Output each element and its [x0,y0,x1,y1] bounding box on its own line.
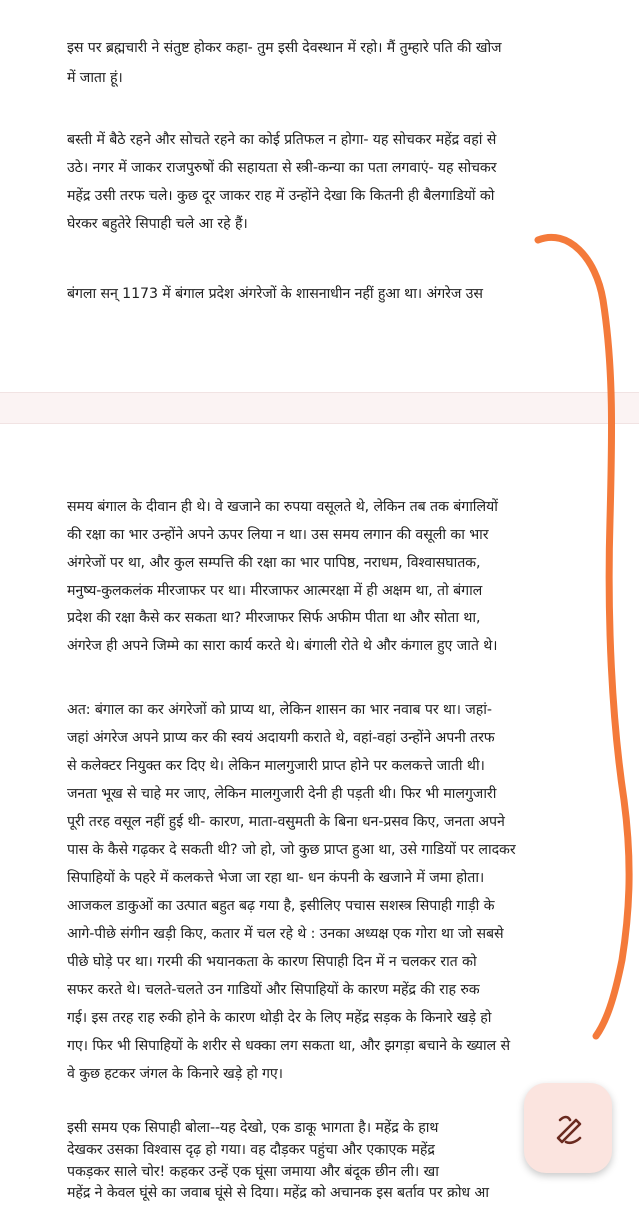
text-line: गई। इस तरह राह रुकी होने के कारण थोड़ी देर के लिए महेंद्र सड़क के किनारे खड़े हो [67,1010,492,1026]
text-line: पूरी तरह वसूल नहीं हुई थी- कारण, माता-वसुमती के बिना धन-प्रसव किए, जनता अपने [67,814,505,830]
text-line: जनता भूख से चाहे मर जाए, लेकिन मालगुजारी देनी ही पड़ती थी। फिर भी मालगुजारी [67,786,497,802]
text-line: अंगरेज ही अपने जिम्मे का सारा कार्य करते थे। बंगाली रोते थे और कंगाल हुए जाते थे। [67,638,498,654]
text-line: जहां अंगरेज अपने प्राप्य कर की स्वयं अदायगी कराते थे, वहां-वहां उन्होंने अपनी तरफ [67,730,495,746]
text-line: उठे। नगर में जाकर राजपुरुषों की सहायता से स्त्री-कन्या का पता लगवाएं- यह सोचकर [67,160,497,176]
text-line: पकड़कर साले चोर! कहकर उन्हें एक घूंसा जमाया और बंदूक छीन ली। खा [67,1164,439,1180]
text-line: पीछे घोड़े पर था। गरमी की भयानकता के कारण सिपाही दिन में न चलकर रात को [67,954,477,970]
text-line: से कलेक्टर नियुक्त कर दिए थे। लेकिन मालगुजारी प्राप्त होने पर कलकत्ते जाती थी। [67,758,485,774]
text-line: देखकर उसका विश्वास दृढ़ हो गया। वह दौड़कर पहुंचा और एकाएक महेंद्र [67,1142,435,1158]
text-line: गए। फिर भी सिपाहियों के शरीर से धक्का लग सकता था, और झगड़ा बचाने के ख्याल से [67,1038,510,1054]
text-line: बस्ती में बैठे रहने और सोचते रहने का कोई प्रतिफल न होगा- यह सोचकर महेंद्र वहां से [67,132,497,148]
text-line: मनुष्य-कुलकलंक मीरजाफर पर था। मीरजाफर आत्मरक्षा में ही अक्षम था, तो बंगाल [67,583,483,599]
text-line: अत: बंगाल का कर अंगरेजों को प्राप्य था, लेकिन शासन का भार नवाब पर था। जहां- [67,702,492,718]
text-line: प्रदेश की रक्षा कैसे कर सकता था? मीरजाफर सिर्फ अफीम पीता था और सोता था, [67,610,481,626]
text-line: वे कुछ हटकर जंगल के किनारे खड़े हो गए। [67,1066,283,1082]
text-line: महेंद्र उसी तरफ चले। कुछ दूर जाकर राह में उन्होंने देखा कि कितनी ही बैलगाडियों को [67,188,495,204]
text-line: की रक्षा का भार उन्होंने अपने ऊपर लिया न था। उस समय लगान की वसूली का भार [67,527,489,543]
text-line: पास के कैसे गढ़कर दे सकती थी? जो हो, जो कुछ प्राप्त हुआ था, उसे गाडियों पर लादकर [67,842,516,858]
text-line: बंगला सन् 1173 में बंगाल प्रदेश अंगरेजों के शासनाधीन नहीं हुआ था। अंगरेज उस [67,286,483,302]
text-line: घेरकर बहुतेरे सिपाही चले आ रहे हैं। [67,216,248,232]
text-line: आगे-पीछे संगीन खड़ी किए, कतार में चल रहे थे : उनका अध्यक्ष एक गोरा था जो सबसे [67,926,504,942]
page-1 [0,0,639,392]
text-line: इस पर ब्रह्मचारी ने संतुष्ट होकर कहा- तुम इसी देवस्थान में रहो। मैं तुम्हारे पति की खोज [67,40,502,56]
text-line: सिपाहियों के पहरे में कलकत्ते भेजा जा रहा था- धन कंपनी के खजाने में जमा होता। [67,870,485,886]
page-separator [0,392,639,424]
pen-edit-icon [548,1108,588,1148]
text-line: आजकल डाकुओं का उत्पात बहुत बढ़ गया है, इसीलिए पचास सशस्त्र सिपाही गाड़ी के [67,898,495,914]
text-line: इसी समय एक सिपाही बोला--यह देखो, एक डाकू भागता है। महेंद्र के हाथ [67,1120,439,1136]
text-line: सफर करते थे। चलते-चलते उन गाडियों और सिपाहियों के कारण महेंद्र की राह रुक [67,982,480,998]
text-line: में जाता हूं। [67,70,123,86]
text-line: महेंद्र ने केवल घूंसे का जवाब घूंसे से दिया। महेंद्र को अचानक इस बर्ताव पर क्रोध आ [67,1185,489,1201]
text-line: अंगरेजों पर था, और कुल सम्पत्ति की रक्षा का भार पापिष्ठ, नराधम, विश्वासघातक, [67,555,481,571]
text-line: समय बंगाल के दीवान ही थे। वे खजाने का रुपया वसूलते थे, लेकिन तब तक बंगालियों [67,499,498,515]
annotate-fab-button[interactable] [524,1083,612,1173]
